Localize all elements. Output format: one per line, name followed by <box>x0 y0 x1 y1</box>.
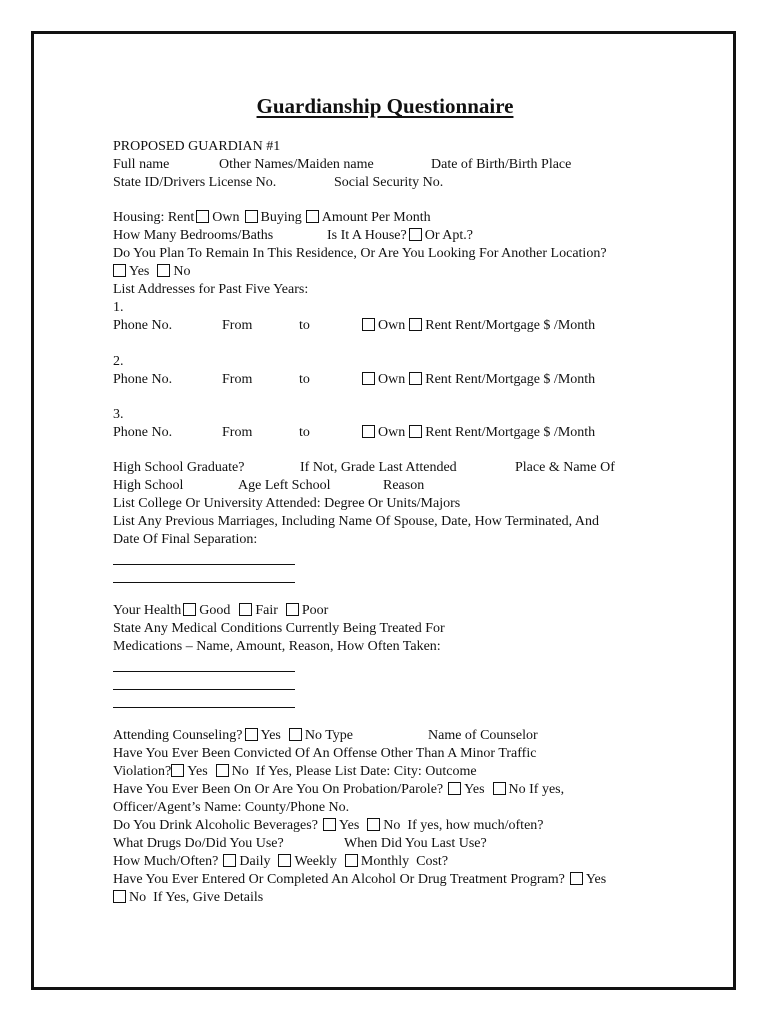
alcohol-row <box>113 817 544 835</box>
violation-yes-checkbox[interactable] <box>171 764 184 777</box>
bedrooms-row <box>113 227 713 245</box>
health-good-checkbox[interactable] <box>183 603 196 616</box>
amount-label: Amount Per Month <box>321 210 431 225</box>
counseling-yes-checkbox[interactable] <box>245 728 258 741</box>
medications-label: Medications – Name, Amount, Reason, How Often Taken: <box>113 639 441 654</box>
address-2-row <box>113 371 673 389</box>
address-3-from: From <box>222 425 253 440</box>
marriages-line-1: List Any Previous Marriages, Including Name Of Spouse, Date, How Terminated, And <box>113 514 599 529</box>
ssn-label: Social Security No. <box>334 175 444 190</box>
medication-blank-line-1[interactable] <box>113 671 295 672</box>
violation-no-label: No <box>231 764 249 779</box>
treatment-no-label: No <box>129 890 147 905</box>
alcohol-no-label: No <box>383 818 401 833</box>
probation-question: Have You Ever Been On Or Are You On Probation/Parole? <box>113 782 444 797</box>
medication-blank-line-3[interactable] <box>113 707 295 708</box>
remain-yes-label: Yes <box>129 264 150 279</box>
health-fair-checkbox[interactable] <box>239 603 252 616</box>
treatment-question: Have You Ever Entered Or Completed An Alcohol Or Drug Treatment Program? <box>113 872 565 887</box>
treatment-details-label: If Yes, Give Details <box>153 890 264 905</box>
address-1-rent-label: Rent Rent/Mortgage $ /Month <box>425 318 596 333</box>
violation-label: Violation? <box>113 764 172 779</box>
counseling-yes-label: Yes <box>260 728 281 743</box>
address-2-phone: Phone No. <box>113 372 173 387</box>
alcohol-how-much-label: If yes, how much/often? <box>407 818 544 833</box>
address-3-rent-label: Rent Rent/Mortgage $ /Month <box>425 425 596 440</box>
address-1-number: 1. <box>113 300 124 315</box>
health-poor-label: Poor <box>301 603 329 618</box>
dob-label: Date of Birth/Birth Place <box>431 157 572 172</box>
address-1-own-label: Own <box>378 318 406 333</box>
alcohol-yes-label: Yes <box>338 818 360 833</box>
college-label: List College Or University Attended: Degree Or Units/Majors <box>113 496 461 511</box>
address-2-own-label: Own <box>378 372 406 387</box>
address-3-to: to <box>299 425 310 440</box>
daily-label: Daily <box>239 854 271 869</box>
rent-checkbox[interactable] <box>196 210 209 223</box>
cost-label: Cost? <box>416 854 449 869</box>
drugs-how-often-label: How Much/Often? <box>113 854 219 869</box>
remain-no-label: No <box>173 264 191 279</box>
medication-blank-line-2[interactable] <box>113 689 295 690</box>
counseling-no-checkbox[interactable] <box>289 728 302 741</box>
marriage-blank-line-2[interactable] <box>113 582 295 583</box>
buying-label: Buying <box>260 210 302 225</box>
address-1-phone: Phone No. <box>113 318 173 333</box>
treatment-yes-label: Yes <box>585 872 607 887</box>
age-left-label: Age Left School <box>238 478 331 493</box>
address-2-number: 2. <box>113 354 124 369</box>
health-fair-label: Fair <box>255 603 278 618</box>
section-heading: PROPOSED GUARDIAN #1 <box>113 139 281 154</box>
probation-row <box>113 781 564 799</box>
remain-options <box>113 263 191 281</box>
officer-label: Officer/Agent’s Name: County/Phone No. <box>113 800 350 815</box>
buying-checkbox[interactable] <box>306 210 319 223</box>
address-1-from: From <box>222 318 253 333</box>
remain-question: Do You Plan To Remain In This Residence, Or Are You Looking For Another Location? <box>113 246 607 261</box>
treatment-no-checkbox[interactable] <box>113 890 126 903</box>
house-checkbox[interactable] <box>409 228 422 241</box>
personal-row-2 <box>113 174 713 192</box>
weekly-label: Weekly <box>294 854 337 869</box>
probation-no-checkbox[interactable] <box>493 782 506 795</box>
address-1-to: to <box>299 318 310 333</box>
marriage-blank-line-1[interactable] <box>113 564 295 565</box>
health-row <box>113 602 328 620</box>
address-2-own-checkbox[interactable] <box>362 372 375 385</box>
own-label: Own <box>212 210 240 225</box>
alcohol-no-checkbox[interactable] <box>367 818 380 831</box>
place-name-label: Place & Name Of <box>515 460 615 475</box>
bedrooms-label: How Many Bedrooms/Baths <box>113 228 274 243</box>
monthly-checkbox[interactable] <box>345 854 358 867</box>
counseling-label: Attending Counseling? <box>113 728 243 743</box>
is-house-label: Is It A House? <box>327 228 407 243</box>
address-1-own-checkbox[interactable] <box>362 318 375 331</box>
violation-yes-label: Yes <box>187 764 208 779</box>
address-3-phone: Phone No. <box>113 425 173 440</box>
monthly-label: Monthly <box>360 854 410 869</box>
address-3-number: 3. <box>113 407 124 422</box>
address-3-rent-checkbox[interactable] <box>409 425 422 438</box>
counseling-row <box>113 727 673 745</box>
address-1-row <box>113 317 673 335</box>
treatment-no-row <box>113 889 263 907</box>
education-row-2 <box>113 477 673 495</box>
address-2-from: From <box>222 372 253 387</box>
address-3-row <box>113 424 673 442</box>
probation-yes-checkbox[interactable] <box>448 782 461 795</box>
own-checkbox[interactable] <box>245 210 258 223</box>
remain-yes-checkbox[interactable] <box>113 264 126 277</box>
past-addresses-label: List Addresses for Past Five Years: <box>113 282 309 297</box>
treatment-row <box>113 871 606 889</box>
health-label: Your Health <box>113 603 182 618</box>
alcohol-yes-checkbox[interactable] <box>323 818 336 831</box>
address-2-rent-label: Rent Rent/Mortgage $ /Month <box>425 372 596 387</box>
address-2-to: to <box>299 372 310 387</box>
marriages-line-2: Date Of Final Separation: <box>113 532 258 547</box>
remain-no-checkbox[interactable] <box>157 264 170 277</box>
other-names-label: Other Names/Maiden name <box>219 157 374 172</box>
full-name-label: Full name <box>113 157 170 172</box>
page-title: Guardianship Questionnaire <box>256 94 514 118</box>
violation-row <box>113 763 477 781</box>
daily-checkbox[interactable] <box>223 854 236 867</box>
address-1-rent-checkbox[interactable] <box>409 318 422 331</box>
alcohol-question: Do You Drink Alcoholic Beverages? <box>113 818 318 833</box>
probation-yes-label: Yes <box>464 782 485 797</box>
grade-last-label: If Not, Grade Last Attended <box>300 460 457 475</box>
apt-label: Or Apt.? <box>424 228 473 243</box>
offense-question: Have You Ever Been Convicted Of An Offense Other Than A Minor Traffic <box>113 746 537 761</box>
reason-label: Reason <box>383 478 425 493</box>
medical-conditions-label: State Any Medical Conditions Currently Being Treated For <box>113 621 445 636</box>
hs-grad-label: High School Graduate? <box>113 460 245 475</box>
violation-no-checkbox[interactable] <box>216 764 229 777</box>
drugs-what-label: What Drugs Do/Did You Use? <box>113 836 284 851</box>
housing-row <box>113 209 431 227</box>
address-3-own-label: Own <box>378 425 406 440</box>
drugs-when-label: When Did You Last Use? <box>344 836 487 851</box>
counselor-name-label: Name of Counselor <box>428 728 538 743</box>
drug-frequency-row <box>113 853 448 871</box>
probation-no-label: No If yes, <box>508 782 565 797</box>
treatment-yes-checkbox[interactable] <box>570 872 583 885</box>
health-good-label: Good <box>199 603 231 618</box>
weekly-checkbox[interactable] <box>278 854 291 867</box>
drugs-row <box>113 835 673 853</box>
high-school-label: High School <box>113 478 184 493</box>
housing-rent-label: Housing: Rent <box>113 210 195 225</box>
state-id-label: State ID/Drivers License No. <box>113 175 277 190</box>
personal-row-1 <box>113 156 713 174</box>
address-2-rent-checkbox[interactable] <box>409 372 422 385</box>
counseling-no-type-label: No Type <box>304 728 354 743</box>
violation-details-label: If Yes, Please List Date: City: Outcome <box>255 764 477 779</box>
health-poor-checkbox[interactable] <box>286 603 299 616</box>
address-3-own-checkbox[interactable] <box>362 425 375 438</box>
education-row-1 <box>113 459 673 477</box>
